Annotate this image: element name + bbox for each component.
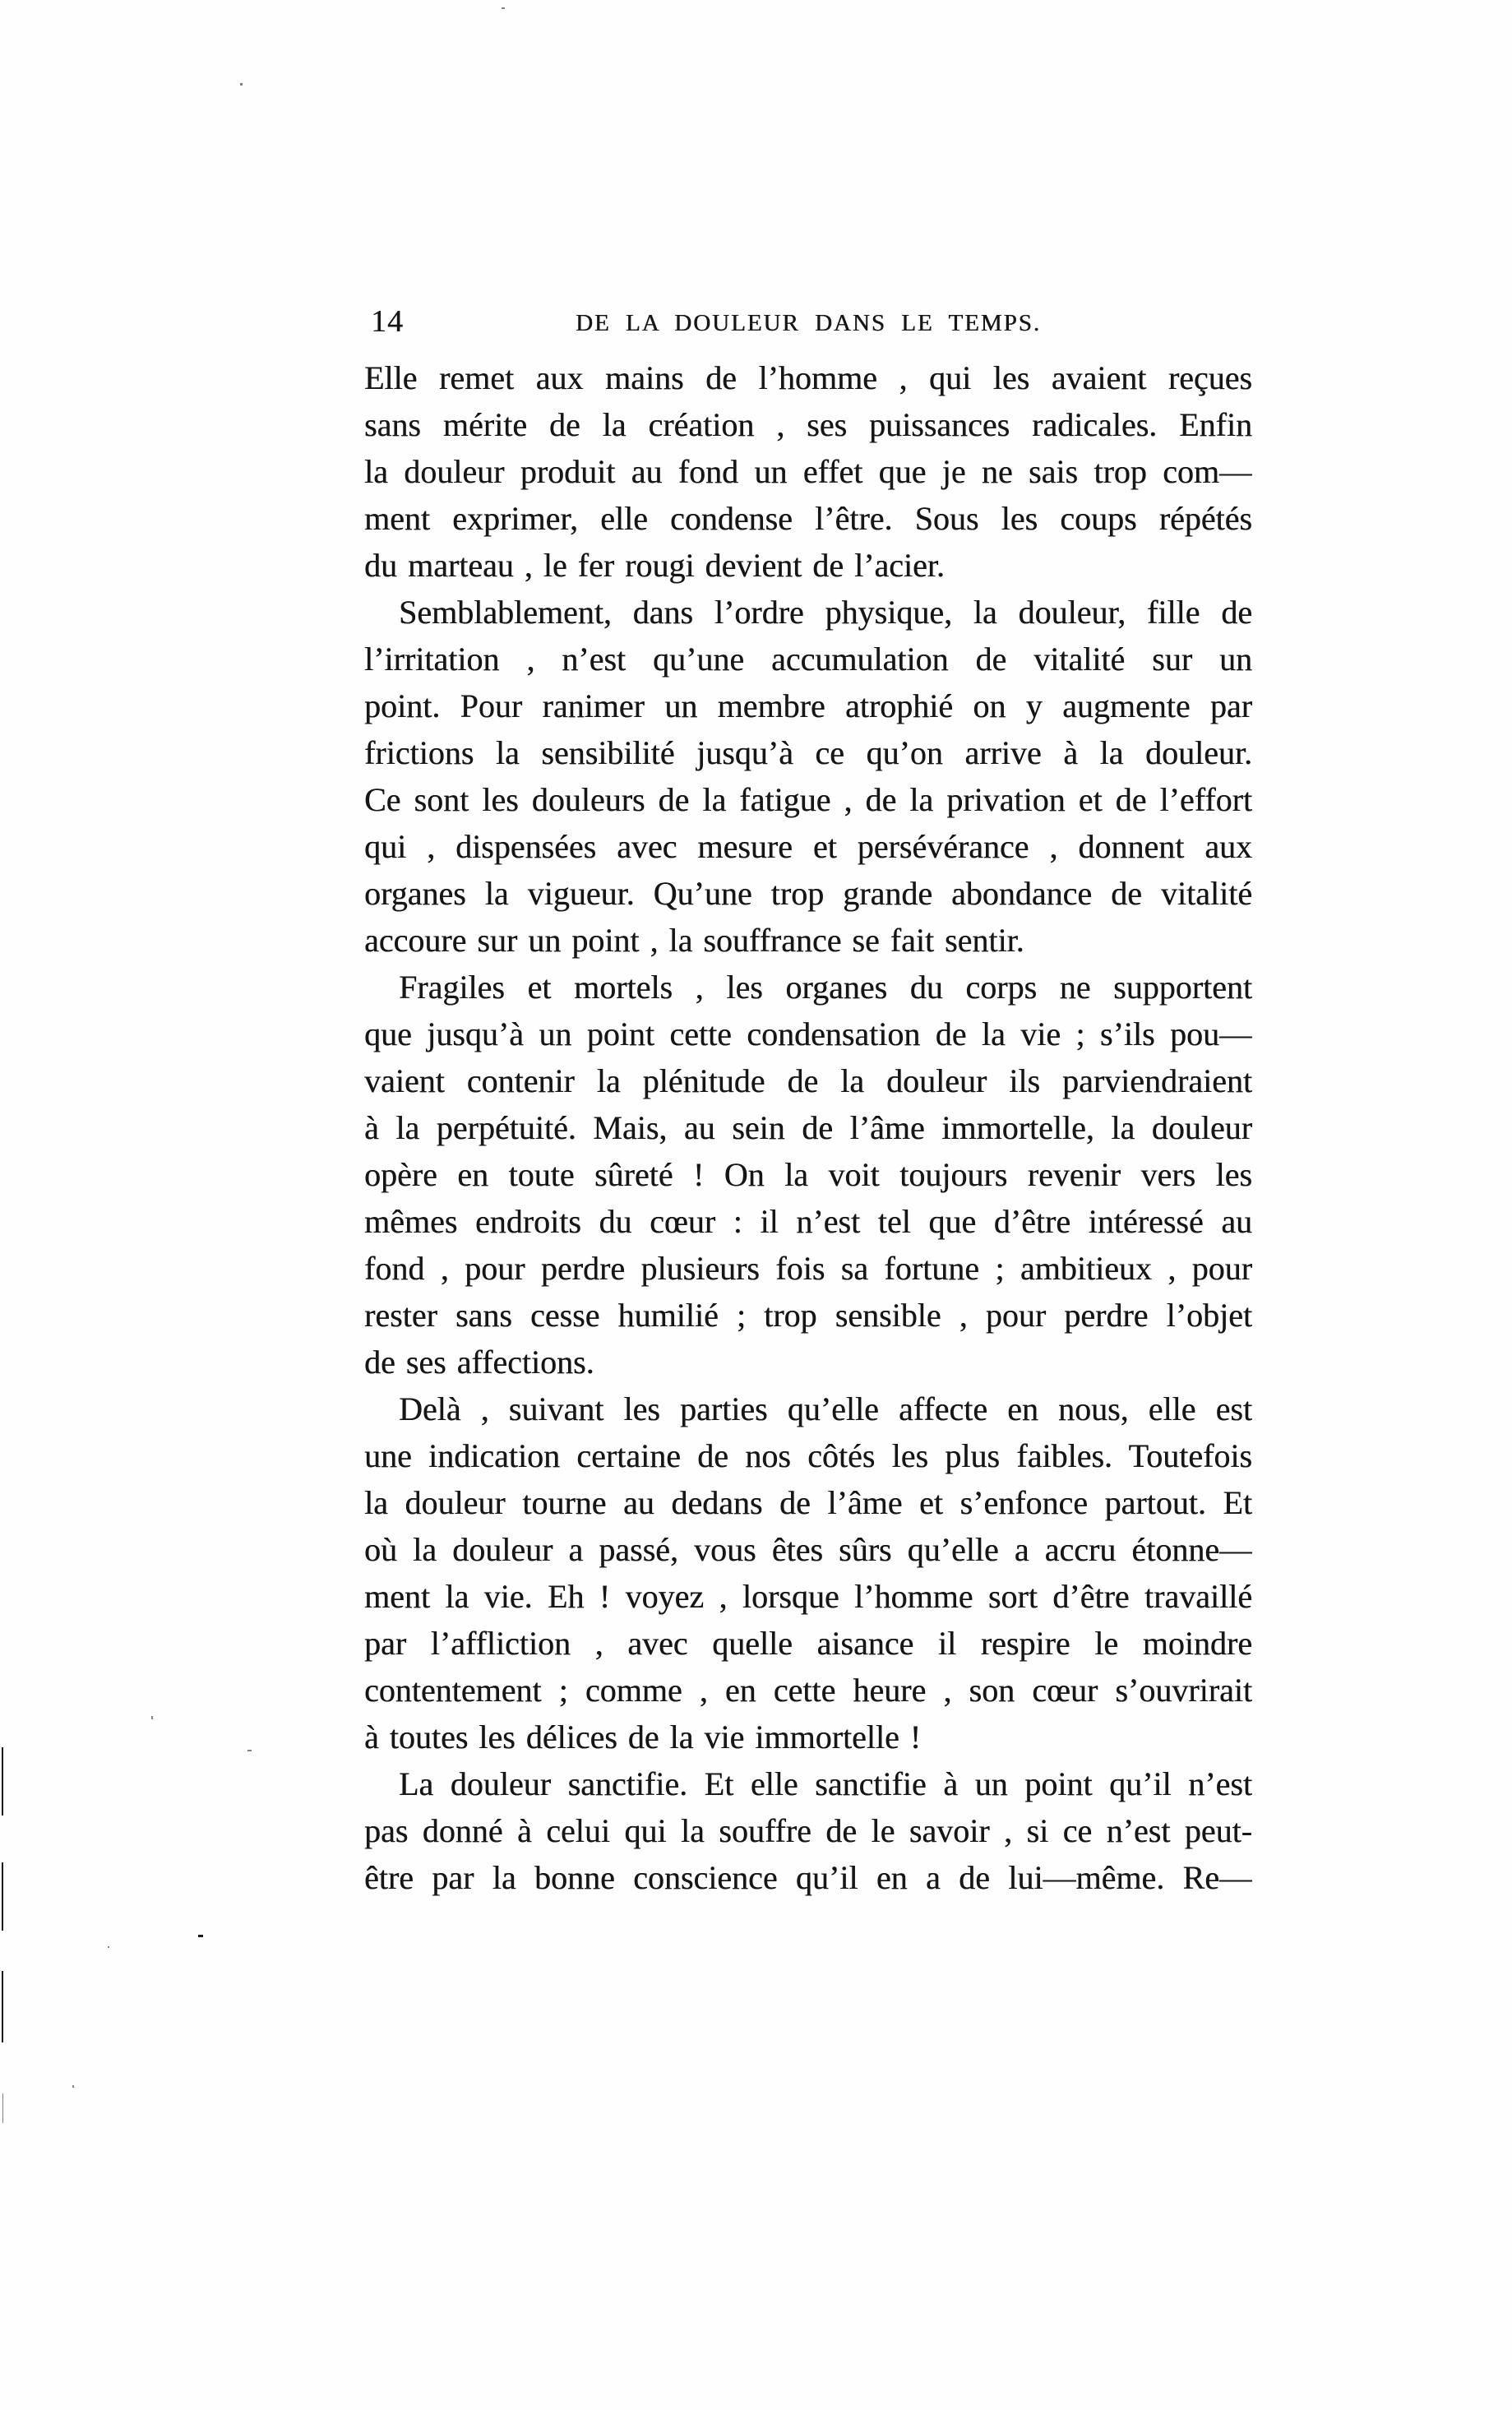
scan-artifact-speck [108, 1946, 109, 1948]
page-number: 14 [371, 304, 404, 339]
text-line: pas donné à celui qui la souffre de le savoir , si ce n’est peut- [364, 1812, 1252, 1849]
scan-artifact-line [2, 1747, 3, 1816]
text-line: opère en toute sûreté ! On la voit toujours revenir vers les [364, 1156, 1252, 1193]
text-line: frictions la sensibilité jusqu’à ce qu’on arrive à la douleur. [364, 734, 1252, 771]
text-line: qui , dispensées avec mesure et persévérance , donnent aux [364, 828, 1252, 865]
running-title: DE LA DOULEUR DANS LE TEMPS. [575, 310, 1042, 336]
text-line: où la douleur a passé, vous êtes sûrs qu’elle a accru étonne— [364, 1531, 1252, 1568]
text-line: une indication certaine de nos côtés les plus faibles. Toutefois [364, 1437, 1252, 1474]
text-line: point. Pour ranimer un membre atrophié on y augmente par [364, 687, 1252, 724]
text-line: rester sans cesse humilié ; trop sensible , pour perdre l’objet [364, 1297, 1252, 1334]
text-line: Ce sont les douleurs de la fatigue , de la privation et de l’effort [364, 781, 1252, 818]
text-line: du marteau , le fer rougi devient de l’acier. [364, 547, 945, 584]
text-line: à la perpétuité. Mais, au sein de l’âme immortelle, la douleur [364, 1109, 1252, 1146]
text-line: fond , pour perdre plusieurs fois sa fortune ; ambitieux , pour [364, 1250, 1252, 1287]
text-line: ment exprimer, elle condense l’être. Sous les coups répétés [364, 500, 1252, 537]
text-line: La douleur sanctifie. Et elle sanctifie à un point qu’il n’est [399, 1765, 1252, 1802]
scan-artifact-line [2, 1971, 3, 2042]
paragraph [364, 964, 1252, 1385]
paragraph [364, 1385, 1252, 1760]
text-block [364, 354, 1252, 1901]
scan-artifact-line [2, 1862, 3, 1931]
text-line: par l’affliction , avec quelle aisance il respire le moindre [364, 1625, 1252, 1662]
text-line: ment la vie. Eh ! voyez , lorsque l’homme sort d’être travaillé [364, 1578, 1252, 1615]
scan-artifact-speck [247, 1750, 252, 1751]
text-line: mêmes endroits du cœur : il n’est tel que d’être intéressé au [364, 1203, 1252, 1240]
scan-artifact-speck [72, 2085, 74, 2088]
text-line: Elle remet aux mains de l’homme , qui les avaient reçues [364, 359, 1252, 396]
page-header [364, 303, 1252, 340]
text-line: être par la bonne conscience qu’il en a de lui—même. Re— [364, 1859, 1252, 1896]
text-line: accoure sur un point , la souffrance se fait sentir. [364, 922, 1024, 959]
text-line: Delà , suivant les parties qu’elle affecte en nous, elle est [399, 1390, 1252, 1427]
scan-artifact-speck [151, 1716, 153, 1719]
text-line: à toutes les délices de la vie immortelle ! [364, 1718, 922, 1755]
scan-artifact-speck [198, 1935, 203, 1937]
scan-artifact-speck [240, 83, 243, 86]
text-line: organes la vigueur. Qu’une trop grande abondance de vitalité [364, 875, 1252, 912]
scan-artifact-speck [502, 7, 505, 9]
text-line: de ses affections. [364, 1344, 594, 1381]
text-line: contentement ; comme , en cette heure , son cœur s’ouvrirait [364, 1672, 1252, 1709]
text-line: la douleur produit au fond un effet que je ne sais trop com— [364, 453, 1252, 490]
text-line: Fragiles et mortels , les organes du corps ne supportent [399, 969, 1252, 1006]
text-line: la douleur tourne au dedans de l’âme et s’enfonce partout. Et [364, 1484, 1252, 1521]
text-line: l’irritation , n’est qu’une accumulation de vitalité sur un [364, 641, 1252, 678]
paragraph [364, 354, 1252, 589]
text-line: Semblablement, dans l’ordre physique, la douleur, fille de [399, 594, 1252, 631]
text-line: sans mérite de la création , ses puissances radicales. Enfin [364, 406, 1252, 443]
text-line: que jusqu’à un point cette condensation de la vie ; s’ils pou— [364, 1015, 1252, 1052]
paragraph [364, 1760, 1252, 1901]
text-line: vaient contenir la plénitude de la douleur ils parviendraient [364, 1062, 1252, 1099]
paragraph [364, 589, 1252, 964]
scan-artifact-line [2, 2093, 3, 2123]
